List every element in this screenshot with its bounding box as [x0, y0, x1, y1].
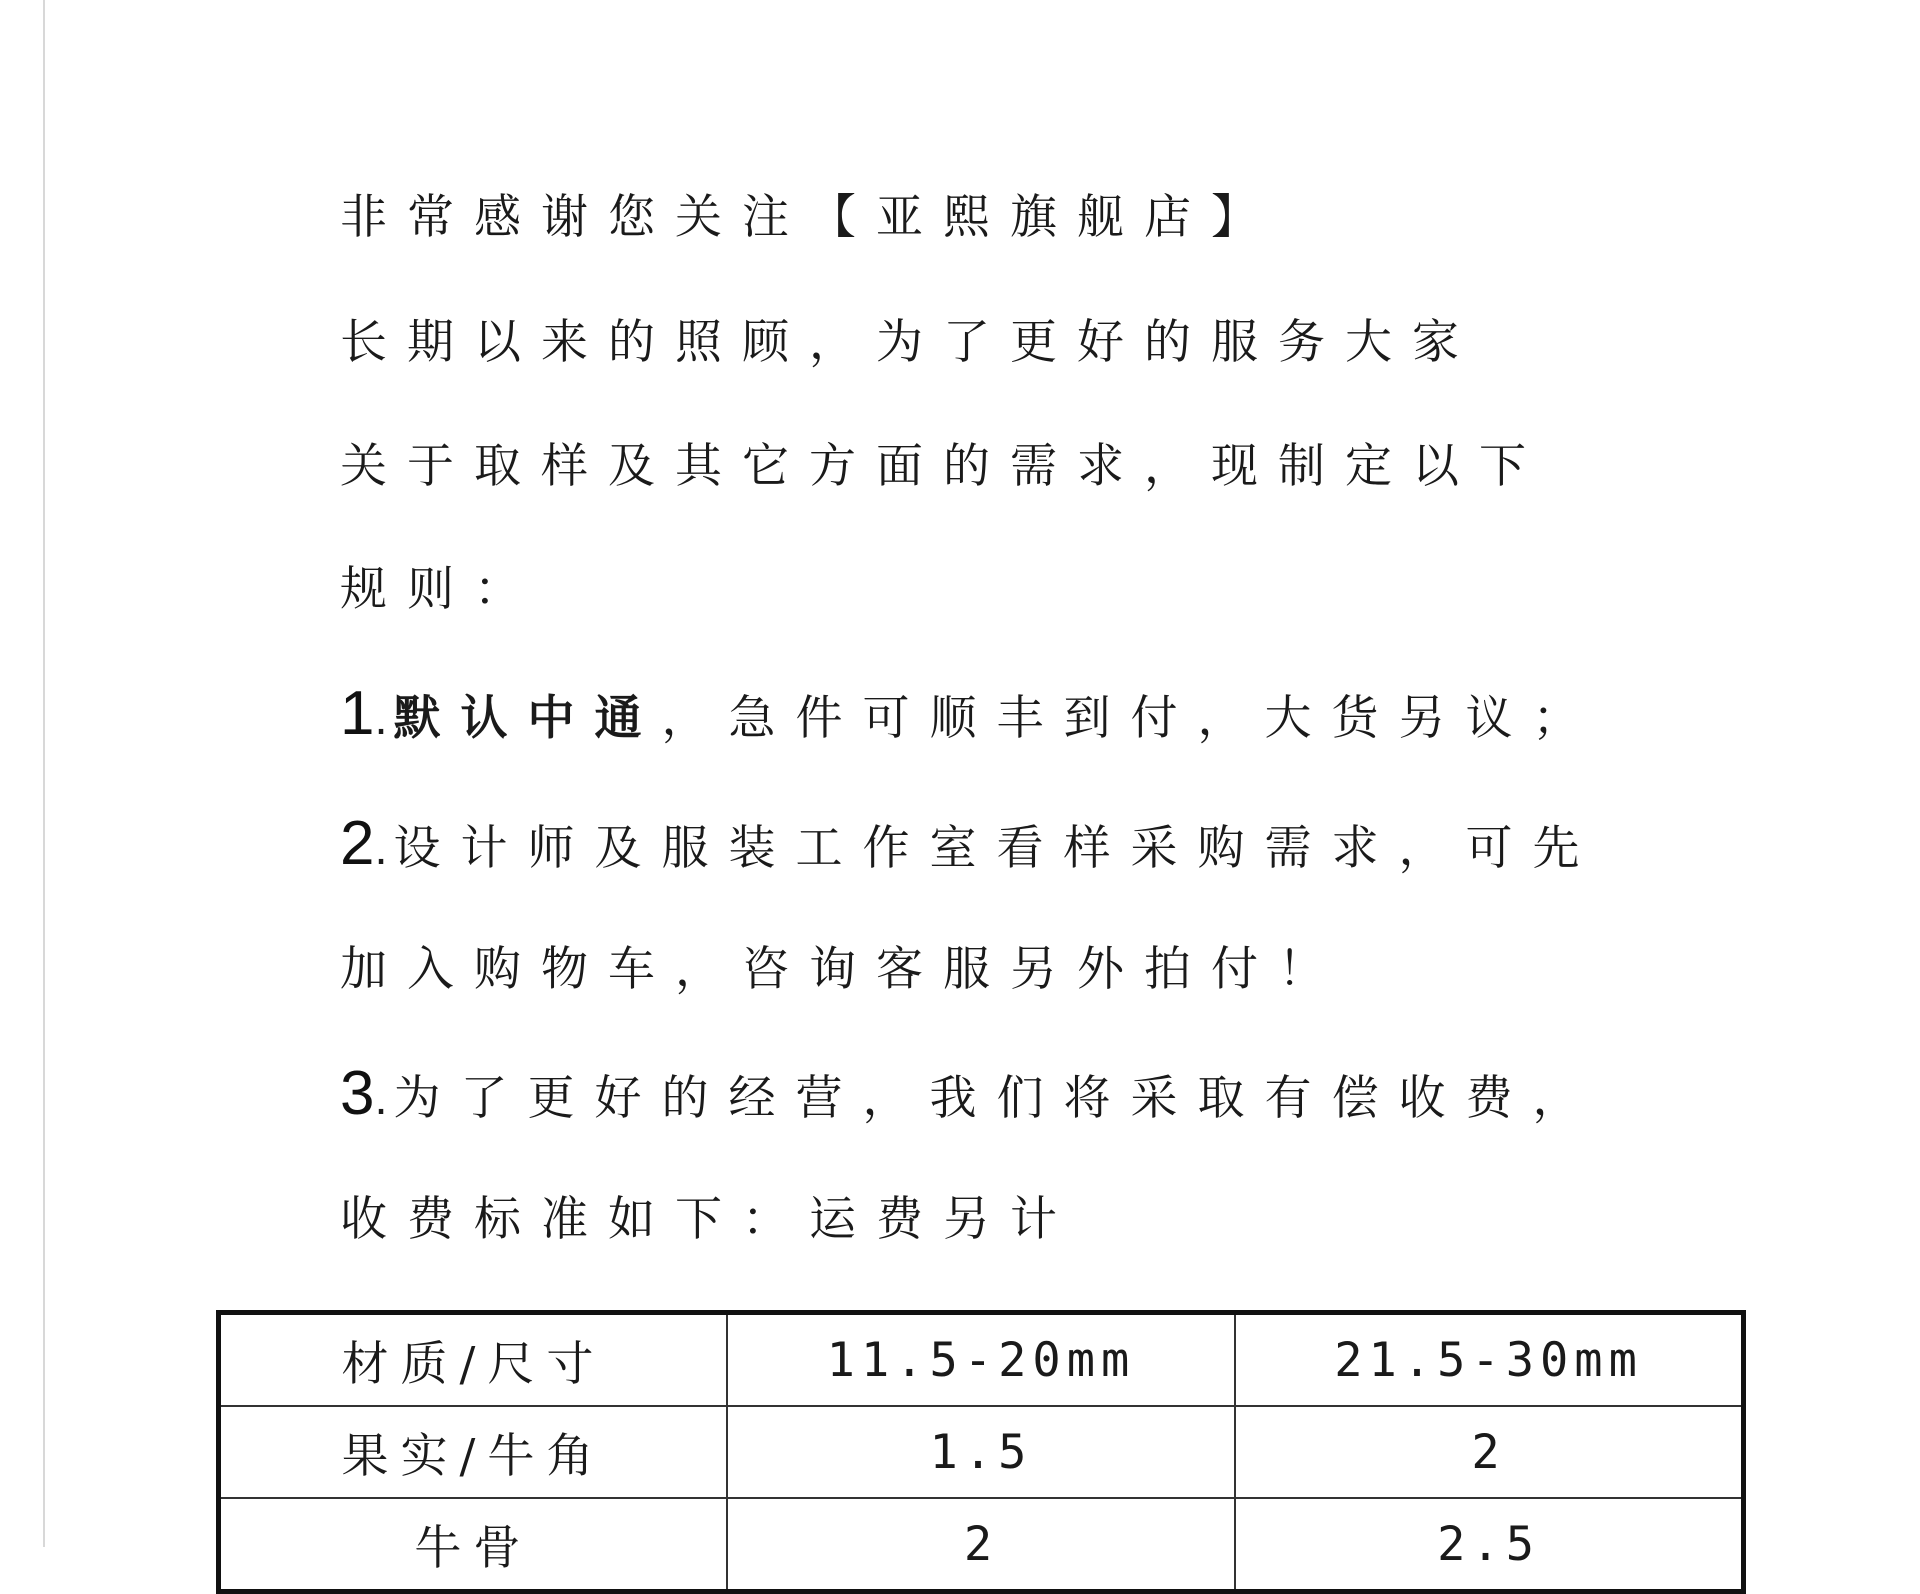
- rule-1-number: 1: [340, 679, 375, 748]
- rule-3-text: 为了更好的经营，我们将采取有偿收费，: [393, 1071, 1600, 1126]
- table-row: [219, 1498, 1744, 1592]
- intro-line-2: 长期以来的照顾，为了更好的服务大家: [340, 315, 1479, 370]
- table-cell-price: 1.5: [727, 1406, 1235, 1498]
- table-row: [219, 1406, 1744, 1498]
- table-header-cell: 21.5-30mm: [1235, 1313, 1743, 1407]
- rule-1-dot: .: [374, 691, 394, 744]
- rule-3-continuation: 收费标准如下：运费另计: [340, 1192, 1077, 1247]
- rule-1: [340, 679, 1600, 749]
- table-cell-price: 2.5: [1235, 1498, 1743, 1592]
- rule-2-number: 2: [340, 809, 375, 878]
- rule-3-dot: .: [374, 1071, 394, 1124]
- intro-line-1: 非常感谢您关注【亚熙旗舰店】: [340, 190, 1278, 245]
- table-header-cell: 材质/尺寸: [219, 1313, 727, 1407]
- rule-2-text: 设计师及服装工作室看样采购需求，可先: [393, 821, 1600, 876]
- table-header-cell: 11.5-20mm: [727, 1313, 1235, 1407]
- rule-1-text: ，急件可顺丰到付，大货另议；: [661, 691, 1600, 746]
- rule-2-dot: .: [374, 821, 394, 874]
- page-edge: [43, 0, 45, 1547]
- rule-3: [340, 1059, 1600, 1129]
- table-cell-price: 2: [727, 1498, 1235, 1592]
- table-cell-price: 2: [1235, 1406, 1743, 1498]
- table-cell-material: 牛骨: [219, 1498, 727, 1592]
- intro-line-3: 关于取样及其它方面的需求，现制定以下: [340, 439, 1546, 494]
- intro-line-4: 规则：: [340, 562, 541, 617]
- rule-2: [340, 809, 1600, 879]
- rule-2-continuation: 加入购物车，咨询客服另外拍付！: [340, 942, 1345, 997]
- rule-1-highlight: 默认中通: [393, 691, 662, 746]
- price-table: [216, 1310, 1746, 1594]
- rule-3-number: 3: [340, 1059, 375, 1128]
- table-header-row: [219, 1313, 1744, 1407]
- table-cell-material: 果实/牛角: [219, 1406, 727, 1498]
